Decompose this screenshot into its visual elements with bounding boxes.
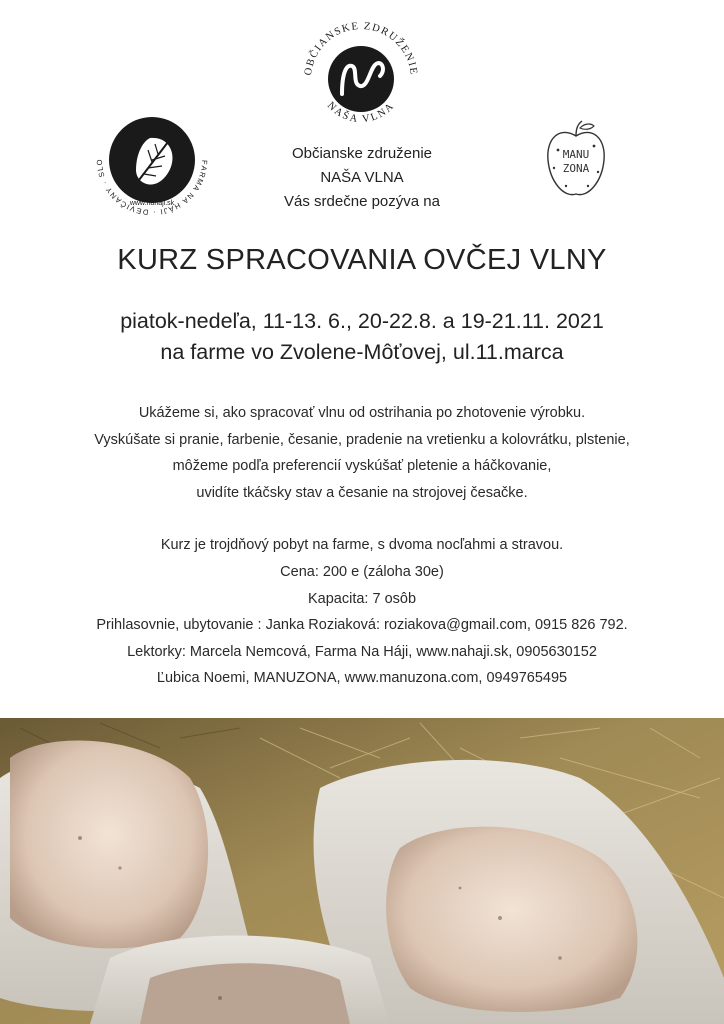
capacity-info: Kapacita: 7 osôb — [307, 590, 417, 607]
wool-photo — [0, 718, 724, 1024]
description-line: Ukážeme si, ako spracovať vlnu od ostrihania po zhotovenie výrobku. — [138, 405, 586, 421]
lecturer2-info: Ľubica Noemi, MANUZONA, www.manuzona.com, 0949765495 — [156, 670, 568, 687]
manuzona-line2: ZONA — [562, 162, 590, 175]
intro-organization: Občianske združenie — [291, 145, 433, 162]
farma-url: www.nahaji.sk — [129, 200, 175, 207]
lecturers-info: Lektorky: Marcela Nemcová, Farma Na Háji, www.nahaji.sk, 0905630152 — [127, 643, 597, 660]
intro-block — [0, 142, 724, 214]
page-title: KURZ SPRACOVANIA OVČEJ VLNY — [117, 244, 607, 276]
svg-text:FARMA NA HÁJI · DEVIČANY · SLO: FARMA NA HÁJI · DEVIČANY · SLO — [94, 158, 210, 218]
dates-block — [0, 306, 724, 368]
stay-info: Kurz je trojdňový pobyt na farme, s dvoma nocľahmi a stravou. — [160, 537, 564, 554]
course-dates: piatok-nedeľa, 11-13. 6., 20-22.8. a 19-21.11. 2021 — [120, 309, 604, 333]
description-line: môžeme podľa preferencií vyskúšať pletenie a háčkovanie, — [172, 458, 552, 475]
svg-text:NAŠA VLNA: NAŠA VLNA — [324, 100, 398, 126]
nasa-vlna-logo-graphic — [296, 14, 426, 144]
course-description — [0, 400, 724, 692]
svg-text:OBČIANSKE ZDRUŽENIE: OBČIANSKE ZDRUŽENIE — [302, 20, 419, 77]
price-info: Cena: 200 e (záloha 30e) — [280, 563, 444, 580]
wool-sacks-image — [0, 718, 724, 1024]
manuzona-line1: MANU — [562, 148, 590, 161]
registration-info: Prihlasovnie, ubytovanie : Janka Roziaková: roziakova@gmail.com, 0915 826 792. — [96, 617, 628, 634]
intro-org-name: NAŠA VLNA — [320, 169, 404, 186]
nasa-vlna-logo — [296, 14, 426, 144]
intro-invitation: Vás srdečne pozýva na — [284, 193, 440, 210]
description-line: Vyskúšate si pranie, farbenie, česanie, pradenie na vretienku a kolovrátku, plstenie, — [94, 431, 630, 448]
description-line: uvidíte tkáčsky stav a česanie na strojovej česačke. — [196, 484, 528, 501]
course-location: na farme vo Zvolene-Môťovej, ul.11.marca — [160, 340, 564, 364]
